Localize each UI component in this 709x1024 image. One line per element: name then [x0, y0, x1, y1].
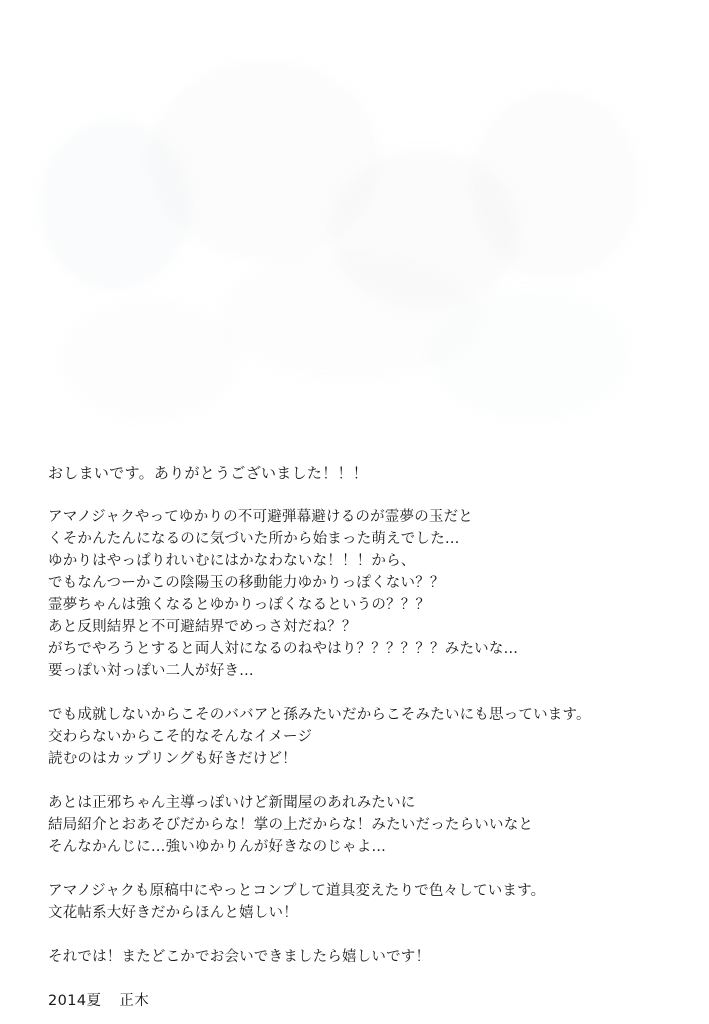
ghost-mark [150, 60, 380, 260]
text-line: アマノジャクも原稿中にやっとコンプして道具変えたりで色々しています。 [48, 883, 546, 899]
ghost-mark [330, 150, 520, 310]
text-line: 文花帖系大好きだからほんと嬉しい！ [48, 905, 298, 921]
signature-name: 正木 [119, 993, 150, 1009]
text-line: くそかんたんになるのに気づいた所から始まった萌えでした… [48, 531, 460, 547]
signature-row [48, 990, 648, 1012]
text-line: 霊夢ちゃんは強くなるとゆかりっぽくなるというの？？？ [48, 597, 431, 613]
afterword-text-body [48, 462, 648, 1012]
text-line: 交わらないからこそ的なそんなイメージ [48, 729, 313, 745]
text-line: でもなんつーかこの陰陽玉の移動能力ゆかりっぽくない？？ [48, 575, 445, 591]
text-line: 読むのはカップリングも好きだけど！ [48, 751, 297, 767]
text-line: あと反則結界と不可避結界でめっさ対だね？？ [48, 619, 357, 635]
text-line: あとは正邪ちゃん主導っぽいけど新聞屋のあれみたいに [48, 795, 416, 811]
afterword-signature [48, 990, 648, 1012]
ghost-mark [430, 290, 630, 420]
text-line: おしまいです。ありがとうございました！！！ [48, 464, 369, 482]
print-ghosting-artifacts [0, 0, 709, 470]
ghost-mark [220, 250, 480, 380]
text-line: アマノジャクやってゆかりの不可避弾幕避けるのが霊夢の玉だと [48, 509, 473, 525]
text-line: それでは！またどこかでお会いできましたら嬉しいです！ [48, 949, 431, 965]
afterword-closing [48, 946, 648, 968]
afterword-paragraph [48, 792, 648, 858]
text-line: 要っぽい対っぽい二人が好き… [48, 663, 254, 679]
text-line: ゆかりはやっぱりれいむにはかなわないな！！！から、 [48, 553, 416, 569]
afterword-paragraph [48, 880, 648, 924]
afterword-headline [48, 462, 648, 484]
signature-date: 2014夏 [48, 993, 102, 1009]
ghost-mark [40, 120, 190, 290]
ghost-mark [470, 90, 640, 280]
afterword-paragraph [48, 704, 648, 770]
text-line: そんなかんじに…強いゆかりんが好きなのじゃよ… [48, 839, 387, 855]
ghost-mark [60, 300, 240, 420]
afterword-paragraph [48, 506, 648, 682]
text-line: がちでやろうとすると両人対になるのねやはり？？？？？？みたいな… [48, 641, 519, 657]
text-line: 結局紹介とおあそびだからな！掌の上だからな！みたいだったらいいなと [48, 817, 534, 833]
text-line: でも成就しないからこそのババアと孫みたいだからこそみたいにも思っています。 [48, 707, 591, 723]
